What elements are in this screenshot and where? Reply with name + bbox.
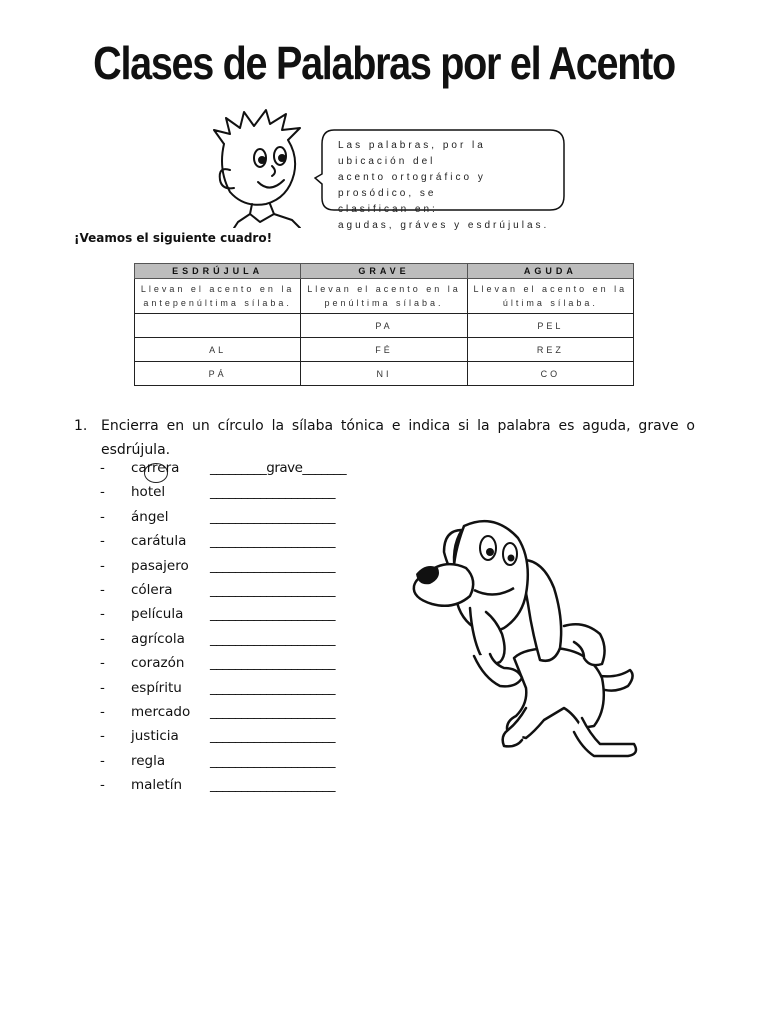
answer-blank[interactable]: ____________________ — [210, 703, 335, 720]
table-cell: AL — [135, 338, 301, 362]
list-item — [100, 728, 420, 752]
list-item — [100, 631, 420, 655]
table-cell: PÁ — [135, 362, 301, 386]
list-item — [100, 558, 420, 582]
list-item — [100, 655, 420, 679]
table-cell: FÉ — [301, 338, 467, 362]
table-cell: NI — [301, 362, 467, 386]
list-dash: - — [100, 557, 105, 574]
word-list — [100, 460, 420, 801]
list-item — [100, 680, 420, 704]
list-word: justicia — [131, 728, 179, 745]
list-word: agrícola — [131, 630, 185, 647]
list-dash: - — [100, 752, 105, 769]
bubble-line: Las palabras, por la ubicación del — [338, 140, 486, 167]
bubble-line: agudas, gráves y esdrújulas. — [338, 220, 550, 231]
list-word: regla — [131, 752, 166, 769]
instruction-text: Encierra en un círculo la sílaba tónica e indica si la palabra es aguda, grave o esdrújula. — [101, 418, 695, 458]
answer-blank[interactable]: ____________________ — [210, 728, 335, 745]
table-cell: PEL — [467, 314, 633, 338]
table-cell: CO — [467, 362, 633, 386]
list-item — [100, 753, 420, 777]
answer-blank[interactable]: ____________________ — [210, 484, 335, 501]
list-word: espíritu — [131, 679, 182, 696]
list-dash: - — [100, 655, 105, 672]
list-word: película — [131, 606, 184, 623]
list-word: pasajero — [131, 557, 189, 574]
answer-blank[interactable]: ____________________ — [210, 606, 335, 623]
list-word: hotel — [131, 484, 166, 501]
answer-blank[interactable]: ____________________ — [210, 777, 335, 794]
intro-text: ¡Veamos el siguiente cuadro! — [74, 231, 273, 245]
list-word: cólera — [131, 581, 173, 598]
list-word: maletín — [131, 777, 183, 794]
list-dash: - — [100, 777, 105, 794]
bubble-text — [338, 138, 558, 234]
list-item — [100, 704, 420, 728]
exercise-number: 1. — [74, 418, 88, 434]
answer-blank[interactable]: ____________________ — [210, 630, 335, 647]
answer-blank[interactable]: ____________________ — [210, 581, 335, 598]
dog-illustration — [404, 508, 644, 758]
list-item — [100, 460, 420, 484]
header-grave: GRAVE — [301, 264, 467, 279]
table-cell: REZ — [467, 338, 633, 362]
list-item — [100, 582, 420, 606]
list-dash: - — [100, 606, 105, 623]
page-title: Clases de Palabras por el Acento — [93, 37, 675, 89]
list-dash: - — [100, 508, 105, 525]
header-aguda: AGUDA — [467, 264, 633, 279]
list-item — [100, 777, 420, 801]
list-dash: - — [100, 728, 105, 745]
answer-blank[interactable]: ____________________ — [210, 557, 335, 574]
bubble-line: acento ortográfico y prosódico, se — [338, 172, 486, 199]
list-dash: - — [100, 581, 105, 598]
description-esdrujula: Llevan el acento en la antepenúltima sílaba. — [135, 279, 301, 314]
list-dash: - — [100, 533, 105, 550]
header-esdrujula: ESDRÚJULA — [135, 264, 301, 279]
bubble-line: clasifican en: — [338, 204, 438, 215]
list-dash: - — [100, 484, 105, 501]
answer-blank[interactable]: ____________________ — [210, 679, 335, 696]
list-dash: - — [100, 679, 105, 696]
list-word: mercado — [131, 703, 191, 720]
answer-blank[interactable]: ____________________ — [210, 655, 335, 672]
list-word: carátula — [131, 533, 187, 550]
answer-blank[interactable]: ____________________ — [210, 533, 335, 550]
table-cell — [135, 314, 301, 338]
list-dash: - — [100, 703, 105, 720]
list-word: carrera — [131, 460, 180, 476]
accent-table — [134, 263, 634, 386]
list-item — [100, 509, 420, 533]
boy-illustration — [196, 100, 316, 228]
list-item — [100, 606, 420, 630]
description-aguda: Llevan el acento en la última sílaba. — [467, 279, 633, 314]
speech-bubble — [314, 128, 566, 231]
list-item — [100, 533, 420, 557]
description-grave: Llevan el acento en la penúltima sílaba. — [301, 279, 467, 314]
table-cell: PA — [301, 314, 467, 338]
list-word: ángel — [131, 508, 169, 525]
list-dash: - — [100, 630, 105, 647]
answer-blank[interactable]: ____________________ — [210, 508, 335, 525]
answer-blank[interactable]: ____________________ — [210, 752, 335, 769]
list-dash: - — [100, 460, 105, 476]
list-item — [100, 484, 420, 508]
answer-blank[interactable]: _________grave_______ — [210, 460, 347, 476]
list-word: corazón — [131, 655, 185, 672]
